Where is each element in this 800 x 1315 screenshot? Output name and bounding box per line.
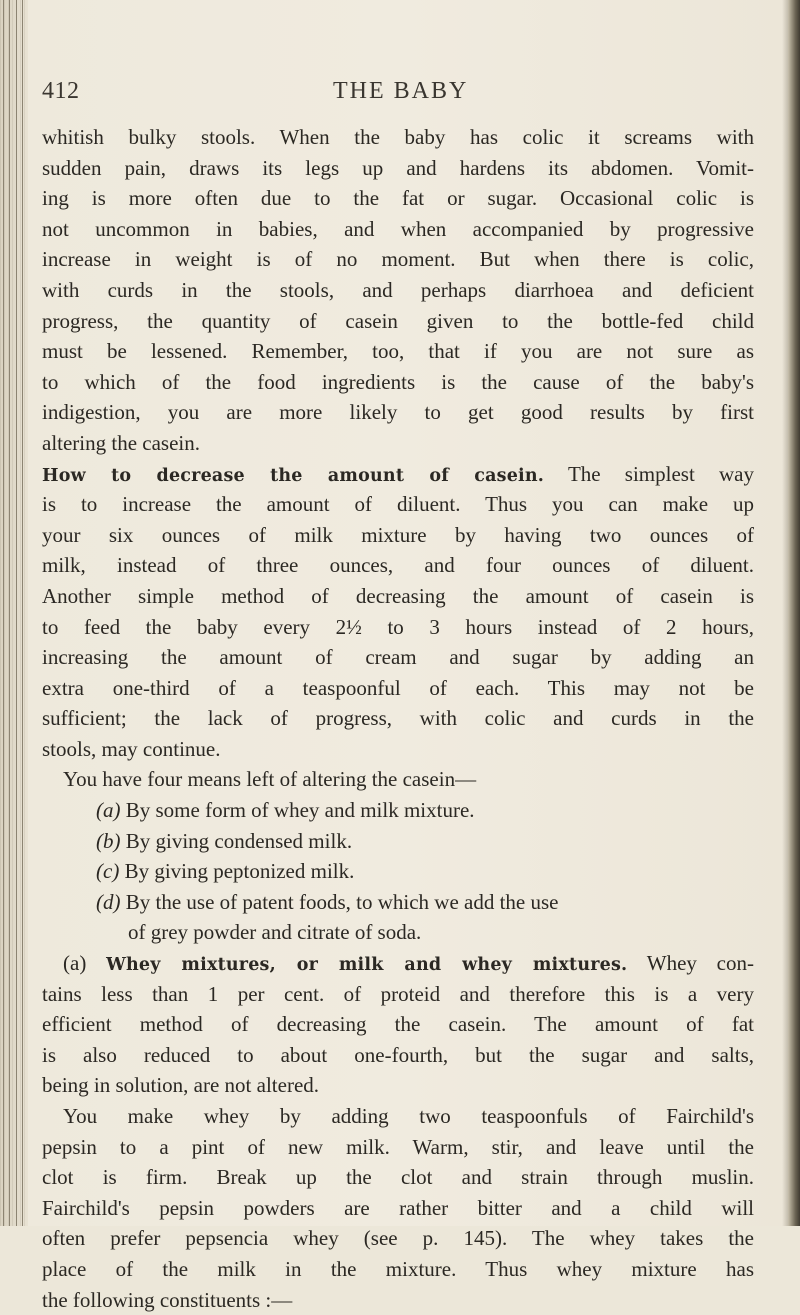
text-line: progress, the quantity of casein given to the bottle-fed child [42,308,754,333]
text-line: indigestion, you are more likely to get good results by first [42,400,754,425]
text-line: is to increase the amount of diluent. Thus you can make up [42,492,754,517]
page-right-edge [788,0,800,1226]
text-line: with curds in the stools, and perhaps diarrhoea and deficient [42,277,754,302]
text-line: not uncommon in babies, and when accompanied by progressive [42,216,754,241]
text-line: milk, instead of three ounces, and four ounces of diluent. [42,553,754,578]
text-line: altering the casein. [42,430,201,455]
text-fragment: The simplest way [567,461,754,486]
running-head: THE BABY [333,78,469,104]
text-line: tains less than 1 per cent. of proteid and therefore this is a very [42,981,754,1006]
text-line: clot is firm. Break up the clot and strain through muslin. [42,1165,754,1190]
text-line: to feed the baby every 2½ to 3 hours instead of 2 hours, [42,614,754,639]
list-marker: (a) [96,798,121,823]
text-line: increase in weight is of no moment. But when there is colic, [42,247,754,272]
body-text [42,122,754,1315]
list-item-continuation: of grey powder and citrate of soda. [128,920,422,945]
text-line: stools, may continue. [42,736,221,761]
text-line: the following constituents :— [42,1287,293,1312]
text-line: to which of the food ingredients is the cause of the baby's [42,369,754,394]
text-line: efficient method of decreasing the casein. The amount of fat [42,1012,754,1037]
list-marker: (c) [96,859,120,884]
list-item-text: By giving condensed milk. [125,828,353,853]
text-line: increasing the amount of cream and sugar by adding an [42,645,754,670]
text-fragment: Whey con- [646,951,754,976]
text-line: your six ounces of milk mixture by having two ounces of [42,522,754,547]
list-item [42,887,754,918]
list-item-text: By giving peptonized milk. [124,859,355,884]
list-item [42,856,754,887]
text-line: You have four means left of altering the casein— [63,767,477,792]
binding-edge [0,0,28,1226]
text-line: You make whey by adding two teaspoonfuls of Fairchild's [63,1104,754,1128]
page-header [0,72,800,112]
section-heading-line [42,948,754,979]
text-line: extra one-third of a teaspoonful of each. This may not be [42,675,754,700]
section-heading-whey: Whey mixtures, or milk and whey mixtures. [106,955,628,976]
section-heading-decrease: How to decrease the amount of casein. [42,465,545,486]
text-line: must be lessened. Remember, too, that if you are not sure as [42,339,754,364]
list-marker: (b) [96,828,121,853]
text-line: ing is more often due to the fat or sugar. Occasional colic is [42,186,754,211]
list-marker: (d) [96,889,121,914]
section-marker: (a) [63,951,87,976]
section-heading-line [42,459,754,490]
text-line: being in solution, are not altered. [42,1073,320,1098]
text-line: whitish bulky stools. When the baby has colic it screams with [42,125,754,149]
text-line: pepsin to a pint of new milk. Warm, stir, and leave until the [42,1134,754,1159]
page-number: 412 [42,78,80,104]
text-line: Fairchild's pepsin powders are rather bitter and a child will [42,1195,754,1220]
text-line: place of the milk in the mixture. Thus whey mixture has [42,1256,754,1281]
text-line: often prefer pepsencia whey (see p. 145). The whey takes the [42,1226,754,1251]
list-item [42,826,754,857]
text-line: sufficient; the lack of progress, with colic and curds in the [42,706,754,731]
text-line: Another simple method of decreasing the amount of casein is [42,583,754,608]
list-item-text: By some form of whey and milk mixture. [125,798,475,823]
list-item-text: By the use of patent foods, to which we add the use [125,889,559,914]
text-line: is also reduced to about one-fourth, but the sugar and salts, [42,1042,754,1067]
list-item [42,795,754,826]
text-line: sudden pain, draws its legs up and hardens its abdomen. Vomit- [42,155,754,180]
